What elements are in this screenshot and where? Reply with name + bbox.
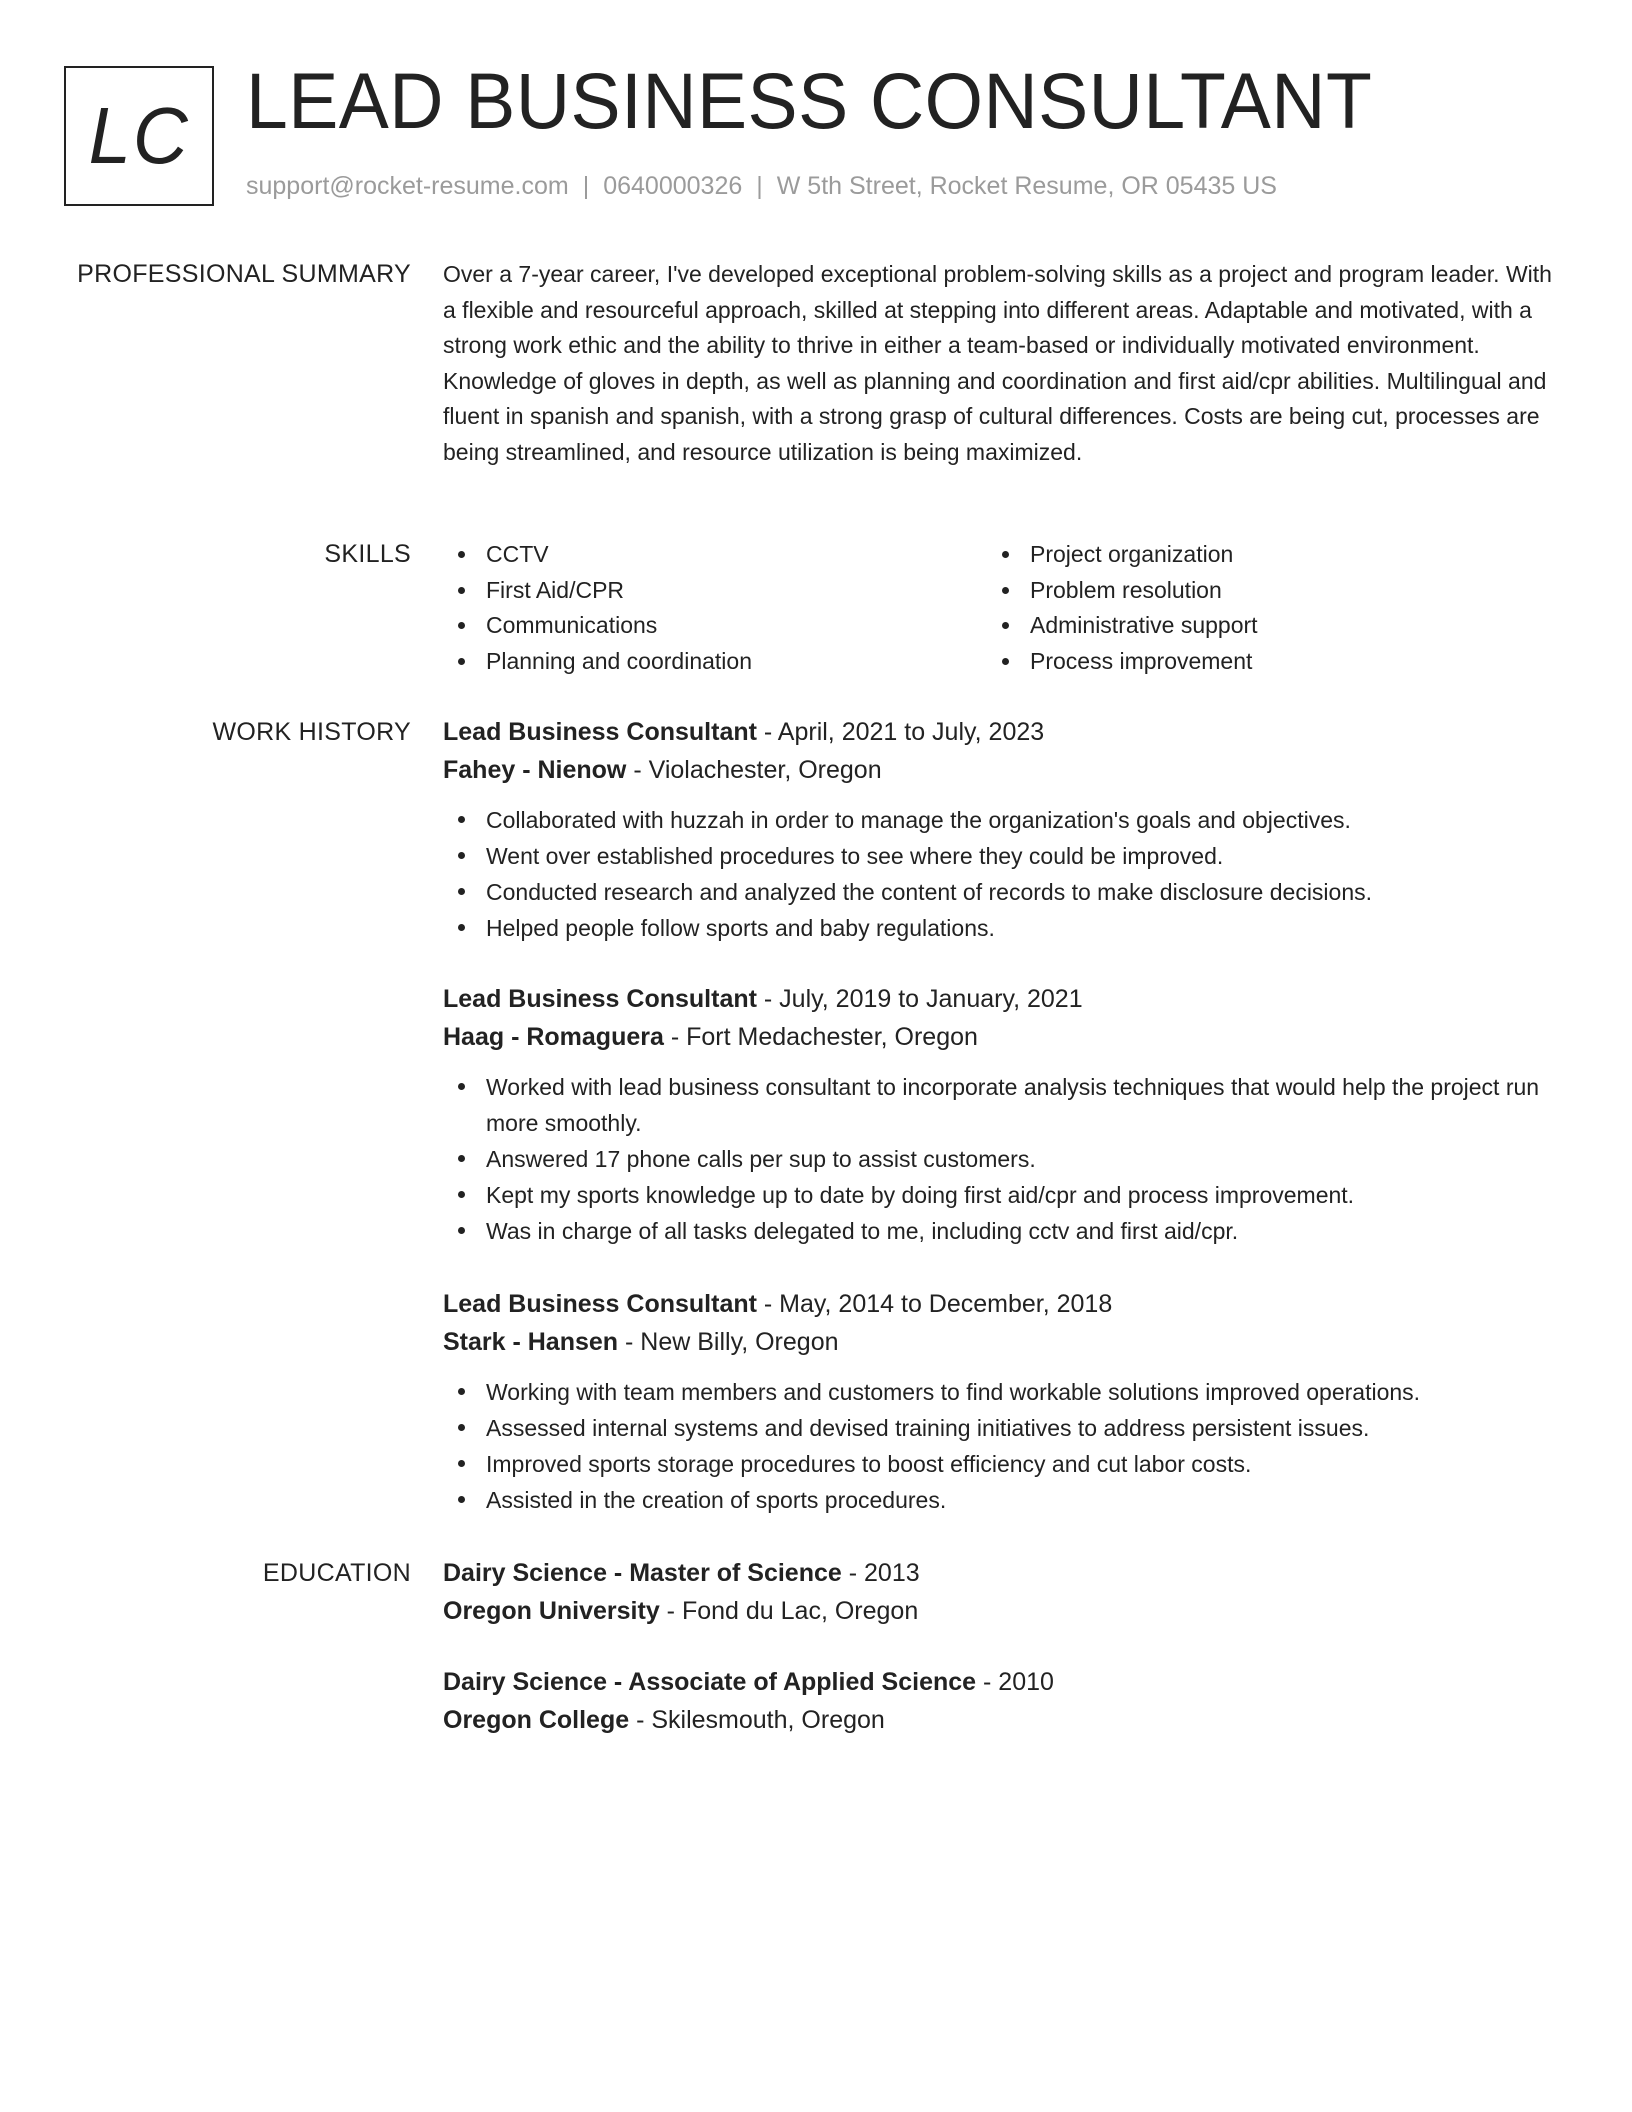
job-duty: Answered 17 phone calls per sup to assist customers. <box>443 1141 1553 1177</box>
contact-separator: | <box>756 172 763 200</box>
job-duty: Helped people follow sports and baby regulations. <box>443 910 1553 946</box>
job-company: Haag - Romaguera <box>443 1023 664 1051</box>
skills-block <box>443 537 1553 679</box>
skills-heading: SKILLS <box>324 540 411 568</box>
skill-item: CCTV <box>443 537 987 573</box>
job-duty: Was in charge of all tasks delegated to me, including cctv and first aid/cpr. <box>443 1213 1553 1249</box>
degree-year: - 2010 <box>976 1668 1054 1696</box>
job-role-line <box>443 713 1553 751</box>
education-entry <box>443 1554 1553 1630</box>
job-role: Lead Business Consultant <box>443 1290 757 1318</box>
skill-item: Planning and coordination <box>443 644 987 680</box>
job-duty: Working with team members and customers to find workable solutions improved operations. <box>443 1374 1553 1410</box>
job-company: Fahey - Nienow <box>443 756 627 784</box>
contact-separator: | <box>582 172 590 200</box>
skill-item: Administrative support <box>987 608 1531 644</box>
school-line <box>443 1701 1553 1739</box>
summary-heading: PROFESSIONAL SUMMARY <box>77 260 411 288</box>
skill-item: Project organization <box>987 537 1531 573</box>
job-location: - Violachester, Oregon <box>626 756 882 784</box>
resume-title: LEAD BUSINESS CONSULTANT <box>246 56 1373 145</box>
school-line <box>443 1592 1553 1630</box>
contact-email[interactable]: support@rocket-resume.com <box>246 172 569 200</box>
job-role: Lead Business Consultant <box>443 718 757 746</box>
job-company-line <box>443 751 1553 789</box>
job-company-line <box>443 1323 1553 1361</box>
job-entry <box>443 1285 1553 1518</box>
job-duty: Went over established procedures to see where they could be improved. <box>443 838 1553 874</box>
job-duty: Kept my sports knowledge up to date by doing first aid/cpr and process improvement. <box>443 1177 1553 1213</box>
job-duty: Assisted in the creation of sports procedures. <box>443 1482 1553 1518</box>
job-duty: Assessed internal systems and devised training initiatives to address persistent issues. <box>443 1410 1553 1446</box>
school-name: Oregon College <box>443 1706 630 1734</box>
summary-text: Over a 7-year career, I've developed exceptional problem-solving skills as a project and program leader. With a flexible and resourceful approach, skilled at stepping into different areas. Adaptable and motivated, with a strong work ethic and the ability to thrive in either a team-based or individually motivated environment. Knowledge of gloves in depth, as well as planning and coordination and first aid/cpr abilities. Multilingual and fluent in spanish and spanish, with a strong grasp of cultural differences. Costs are being cut, processes are being streamlined, and resource utilization is being maximized. <box>443 261 1552 465</box>
school-location: - Skilesmouth, Oregon <box>629 1706 885 1734</box>
job-duties <box>443 1069 1553 1249</box>
job-role-line <box>443 980 1553 1018</box>
skills-list <box>443 537 1553 679</box>
contact-address: W 5th Street, Rocket Resume, OR 05435 US <box>776 172 1277 200</box>
degree-name: Dairy Science - Master of Science <box>443 1559 842 1587</box>
degree-line <box>443 1554 1553 1592</box>
job-dates: - April, 2021 to July, 2023 <box>756 718 1045 746</box>
work-heading: WORK HISTORY <box>212 718 411 746</box>
skill-item: Problem resolution <box>987 573 1531 609</box>
degree-line <box>443 1663 1553 1701</box>
job-duty: Collaborated with huzzah in order to manage the organization's goals and objectives. <box>443 802 1553 838</box>
job-company-line <box>443 1018 1553 1056</box>
job-location: - New Billy, Oregon <box>618 1328 839 1356</box>
job-location: - Fort Medachester, Oregon <box>663 1023 978 1051</box>
job-duty: Improved sports storage procedures to boost efficiency and cut labor costs. <box>443 1446 1553 1482</box>
job-duties <box>443 802 1553 946</box>
job-role-line <box>443 1285 1553 1323</box>
education-entry <box>443 1663 1553 1739</box>
job-duty: Worked with lead business consultant to incorporate analysis techniques that would help the project run more smoothly. <box>443 1069 1553 1141</box>
contact-phone[interactable]: 0640000326 <box>603 172 743 200</box>
skill-item: Communications <box>443 608 987 644</box>
contact-line <box>246 172 1277 201</box>
monogram-logo <box>64 66 214 206</box>
job-company: Stark - Hansen <box>443 1328 619 1356</box>
education-heading: EDUCATION <box>262 1559 411 1587</box>
skill-item: First Aid/CPR <box>443 573 987 609</box>
job-entry <box>443 980 1553 1249</box>
school-name: Oregon University <box>443 1597 660 1625</box>
degree-year: - 2013 <box>841 1559 920 1587</box>
skill-item: Process improvement <box>987 644 1531 680</box>
school-location: - Fond du Lac, Oregon <box>659 1597 919 1625</box>
degree-name: Dairy Science - Associate of Applied Science <box>443 1668 977 1696</box>
job-dates: - July, 2019 to January, 2021 <box>756 985 1083 1013</box>
job-role: Lead Business Consultant <box>443 985 757 1013</box>
job-duties <box>443 1374 1553 1518</box>
monogram-initials: LC <box>88 91 190 180</box>
job-dates: - May, 2014 to December, 2018 <box>756 1290 1113 1318</box>
job-entry <box>443 713 1553 946</box>
job-duty: Conducted research and analyzed the content of records to make disclosure decisions. <box>443 874 1553 910</box>
